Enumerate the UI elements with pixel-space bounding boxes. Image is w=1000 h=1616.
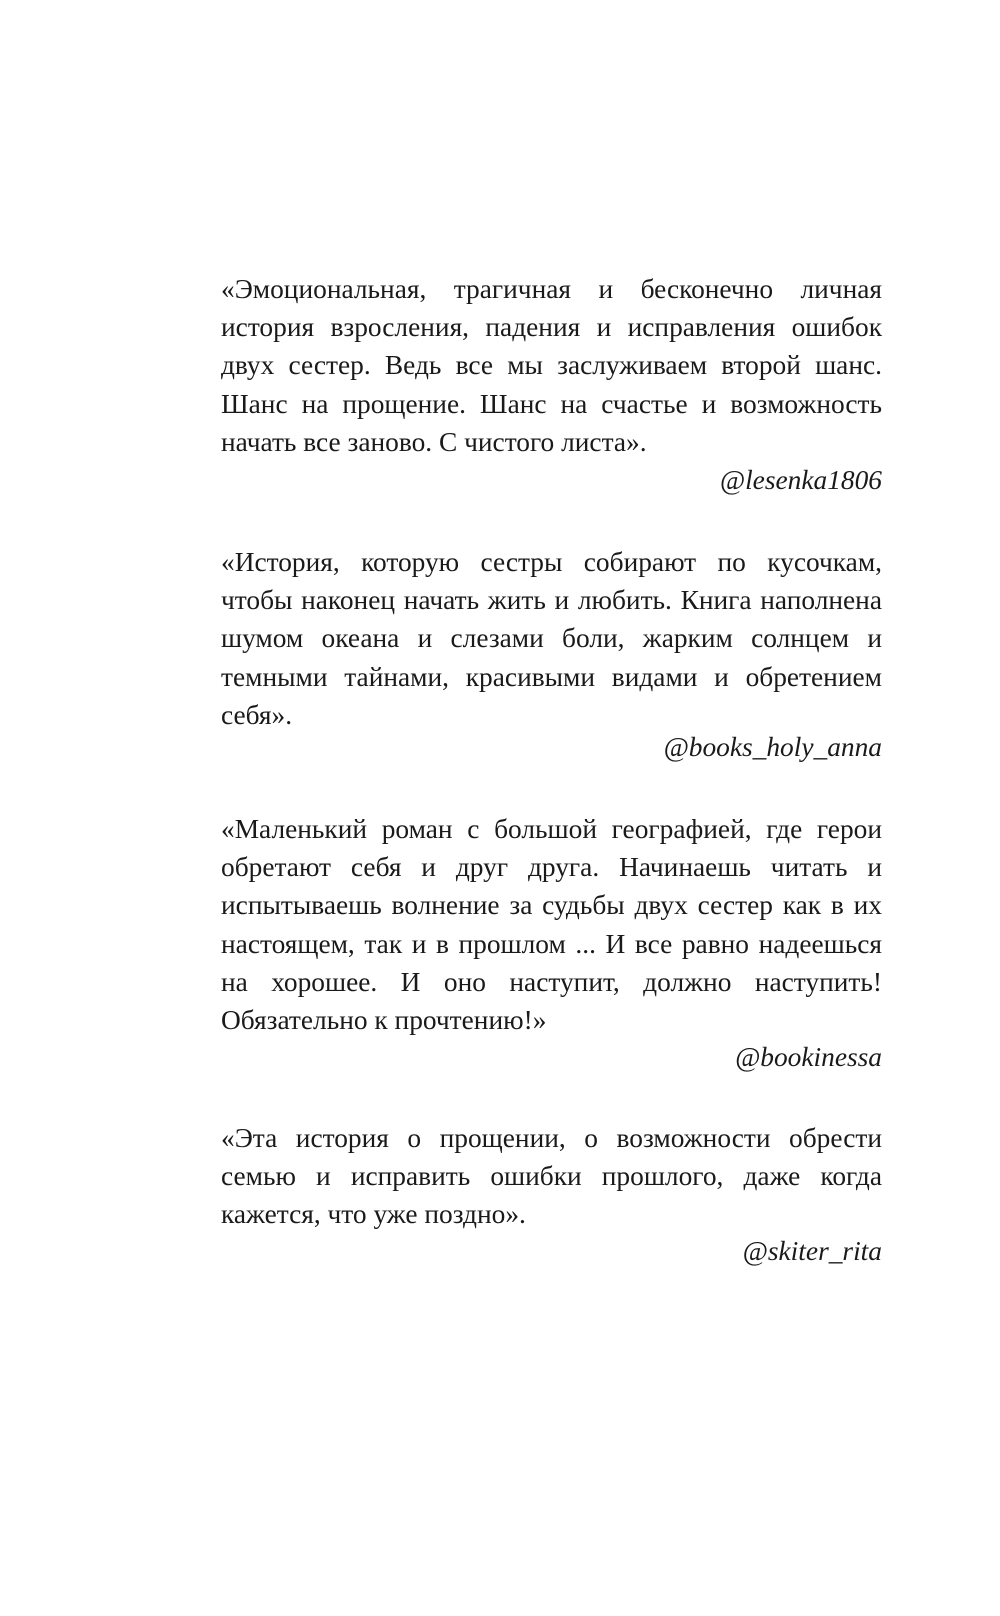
review-author: @lesenka1806: [719, 465, 882, 496]
review-block-1: [221, 270, 882, 497]
review-quote: «Эта история о прощении, о возможности обрести семью и исправить ошибки прошлого, даже когда кажется, что уже поздно».: [221, 1123, 882, 1230]
review-author: @skiter_rita: [742, 1235, 882, 1266]
review-quote: «Эмоциональная, трагичная и бесконечно личная история взросления, падения и исправления ошибок двух сестер. Ведь все мы заслуживаем второй шанс. Шанс на прощение. Шанс на счастье и возможность начать все заново. С чистого листа».: [221, 274, 882, 457]
review-quote: «Маленький роман с большой географией, где герои обретают себя и друг друга. Начинаешь читать и испытываешь волнение за судьбы двух сестер как в их настоящем, так и в прошлом ... И все равно надеешься на хорошее. И оно наступит, должно наступить! Обязательно к прочтению!»: [221, 814, 882, 1036]
review-block-4: [221, 1119, 882, 1268]
review-block-2: [221, 543, 882, 764]
review-author: @bookinessa: [735, 1042, 882, 1073]
review-author: @books_holy_anna: [663, 732, 882, 763]
review-block-3: [221, 810, 882, 1074]
review-quote: «История, которую сестры собирают по кусочкам, чтобы наконец начать жить и любить. Книга наполнена шумом океана и слезами боли, жарким солнцем и темными тайнами, красивыми видами и обретением себя».: [221, 547, 882, 730]
